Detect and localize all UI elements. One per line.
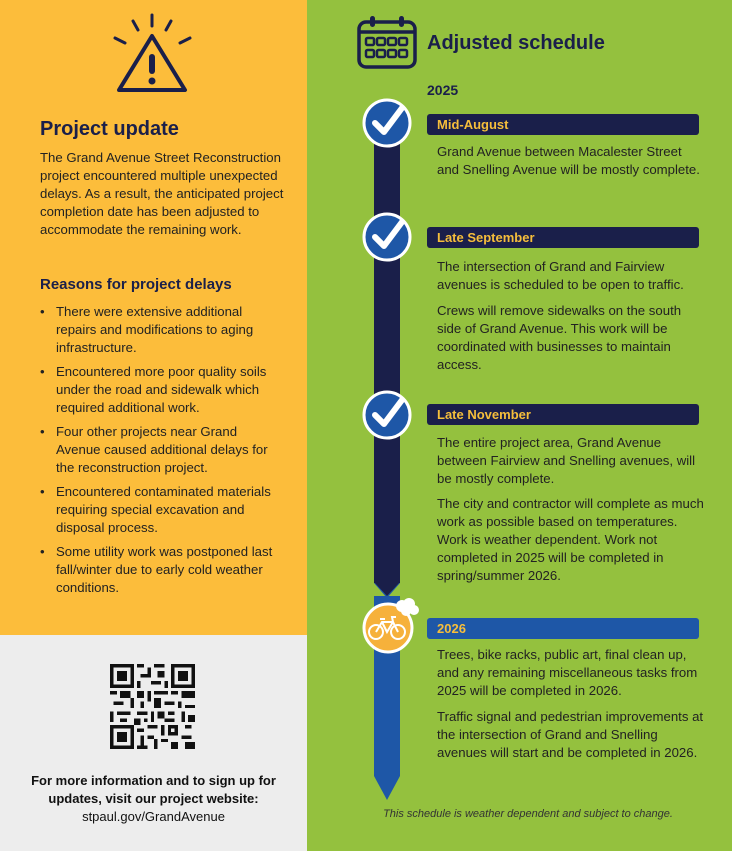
milestone-label: 2026 bbox=[427, 618, 699, 639]
list-item: • Encountered contaminated materials requiring special excavation and disposal process. bbox=[40, 484, 271, 535]
more-info-text: For more information and to sign up for updates, visit our project website: bbox=[31, 773, 276, 806]
list-item: • There were extensive additional repairs and modifications to aging infrastructure. bbox=[40, 304, 254, 355]
list-item: • Four other projects near Grand Avenue caused additional delays for the reconstruction project. bbox=[40, 424, 268, 475]
milestone-text: Crews will remove sidewalks on the south side of Grand Avenue. This work will be coordinated with businesses to maintain access. bbox=[437, 303, 682, 372]
reasons-list bbox=[40, 303, 280, 603]
update-text: The Grand Avenue Street Reconstruction project encountered multiple unexpected delays. As a result, the anticipated project completion date has been adjusted to accommodate the remaining work. bbox=[40, 150, 284, 237]
bicycle-icon bbox=[362, 598, 420, 656]
calendar-icon bbox=[357, 14, 417, 69]
checkmark-icon bbox=[362, 98, 412, 148]
milestone-label: Late September bbox=[427, 227, 699, 248]
qr-code[interactable] bbox=[110, 664, 195, 749]
list-item: • Some utility work was postponed last fall/winter due to early cold weather conditions. bbox=[40, 544, 273, 595]
schedule-disclaimer: This schedule is weather dependent and subject to change. bbox=[383, 808, 673, 820]
schedule-title: Adjusted schedule bbox=[427, 32, 605, 54]
checkmark-icon bbox=[362, 212, 412, 262]
milestone-text: Traffic signal and pedestrian improvements at the intersection of Grand and Snelling avenues will start and be completed in 2026. bbox=[437, 709, 704, 760]
project-website-link[interactable]: stpaul.gov/GrandAvenue bbox=[82, 809, 225, 824]
checkmark-icon bbox=[362, 390, 412, 440]
milestone-text: Trees, bike racks, public art, final clean up, and any remaining miscellaneous tasks from 2025 will be completed in 2026. bbox=[437, 647, 698, 698]
milestone-text: Grand Avenue between Macalester Street and Snelling Avenue will be mostly complete. bbox=[437, 144, 700, 177]
milestone-text: The intersection of Grand and Fairview avenues is scheduled to be open to traffic. bbox=[437, 259, 684, 292]
milestone-label: Late November bbox=[427, 404, 699, 425]
list-item: • Encountered more poor quality soils under the road and sidewalk which required additional work. bbox=[40, 364, 267, 415]
year-label: 2025 bbox=[427, 82, 459, 98]
milestone-text: The city and contractor will complete as much work as possible based on temperatures. Work is weather dependent. Work not completed in 2025 will be completed in spring/summer 2026. bbox=[437, 496, 704, 583]
milestone-label: Mid-August bbox=[427, 114, 699, 135]
update-title: Project update bbox=[40, 118, 179, 140]
warning-icon bbox=[105, 12, 200, 97]
milestone-text: The entire project area, Grand Avenue between Fairview and Snelling avenues, will be mostly complete. bbox=[437, 435, 696, 486]
reasons-title: Reasons for project delays bbox=[40, 276, 232, 293]
